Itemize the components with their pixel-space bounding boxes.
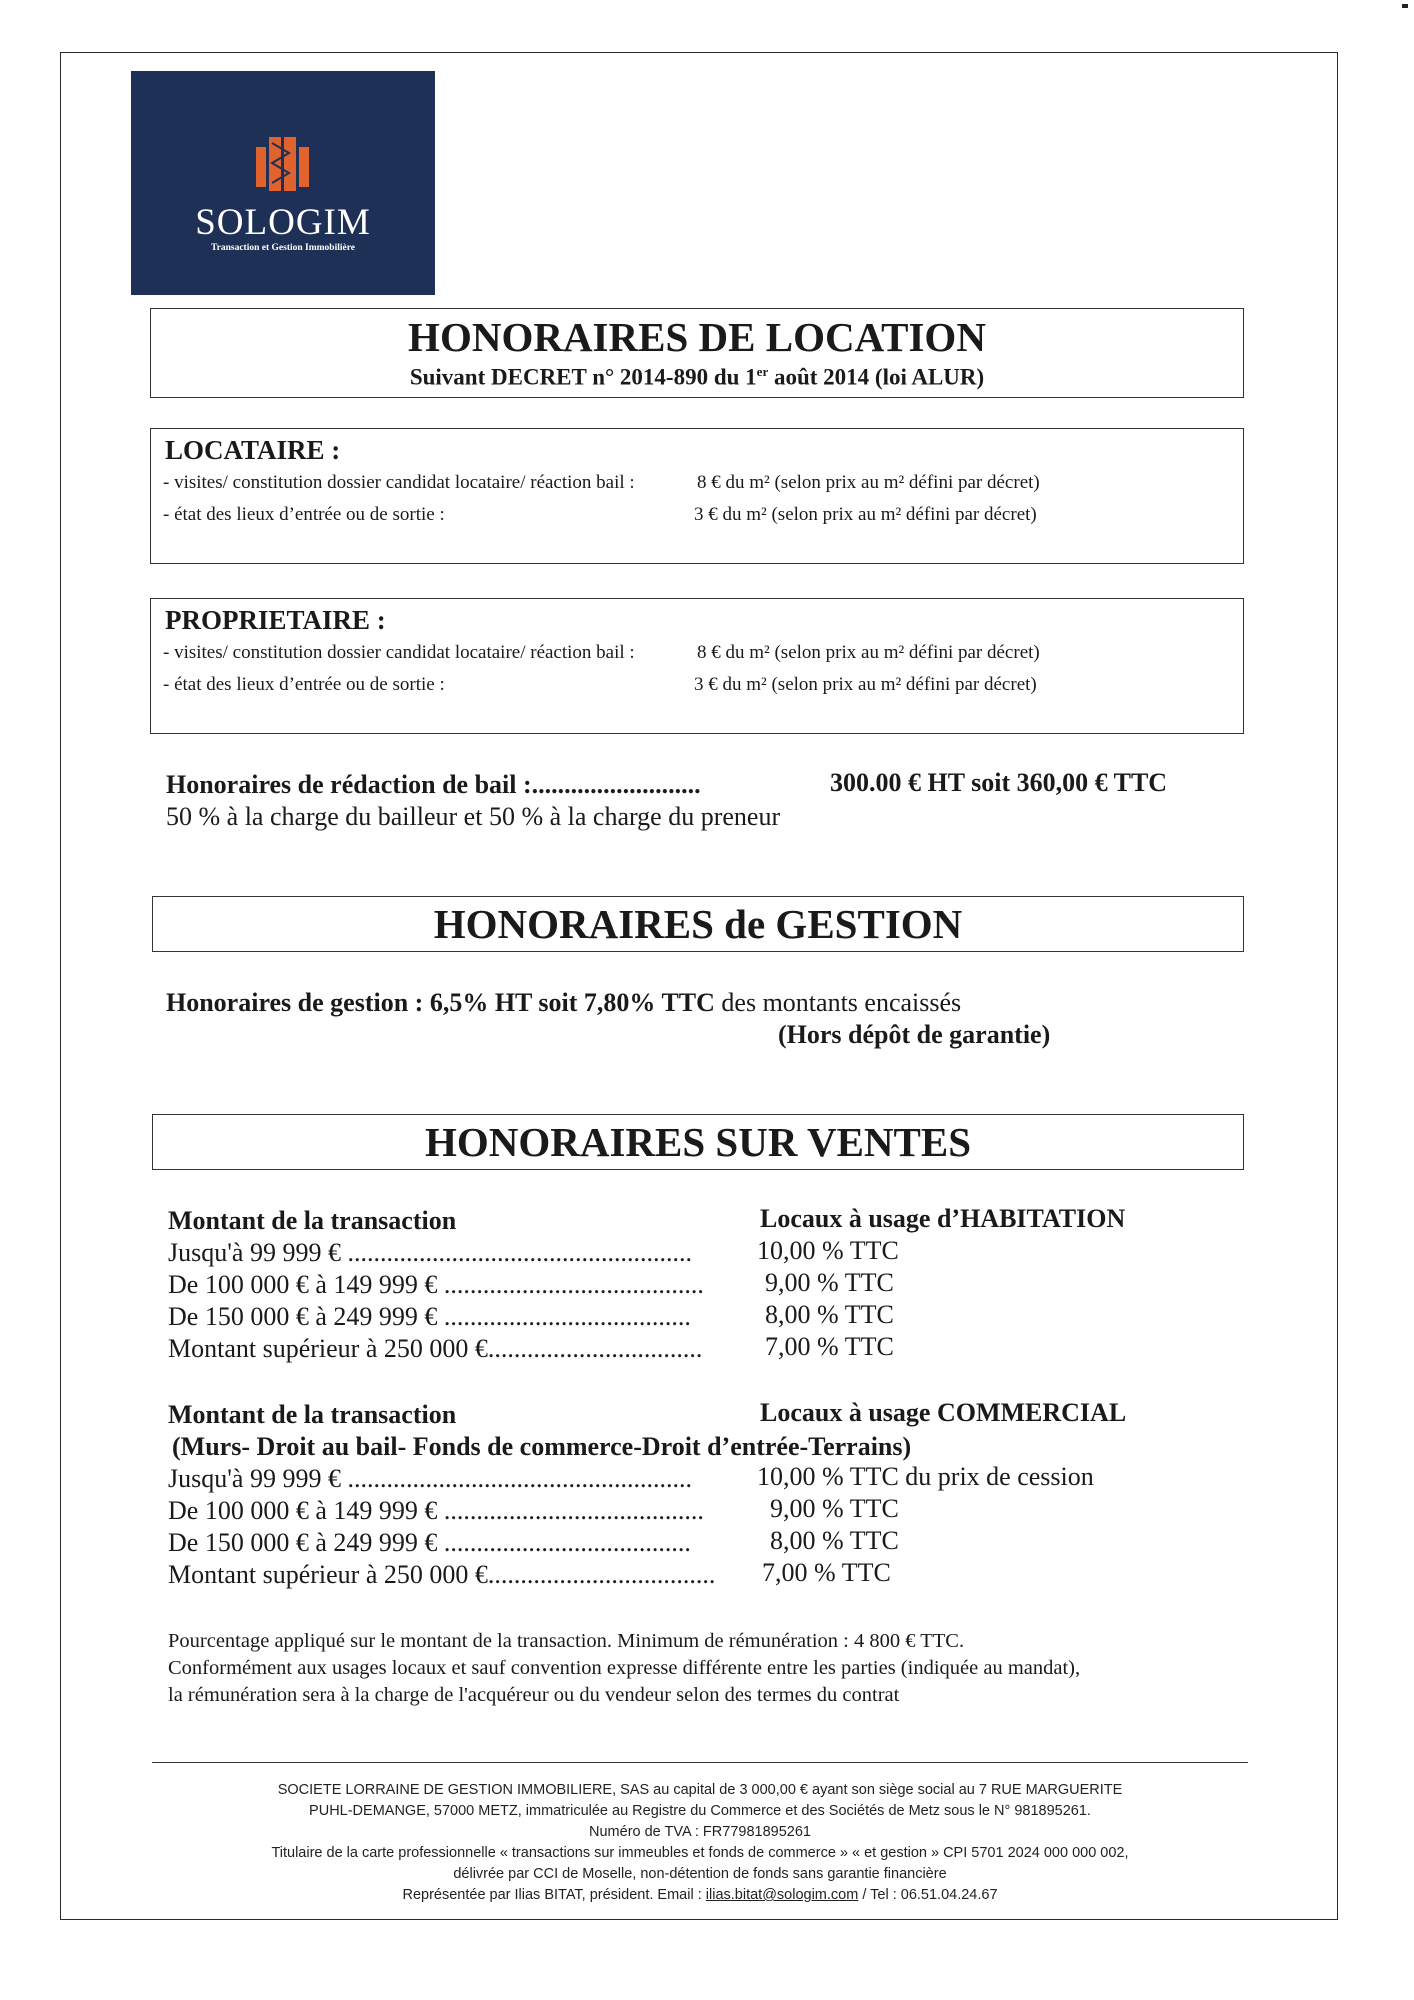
- footer-line2: PUHL-DEMANGE, 57000 METZ, immatriculée au Registre du Commerce et des Sociétés de Metz sous le N° 981895261.: [309, 1803, 1091, 1819]
- locataire-heading: LOCATAIRE :: [165, 435, 341, 465]
- commercial-row-2-rate: 9,00 % TTC: [770, 1494, 899, 1523]
- habitation-row-1-label: Jusqu'à 99 999 € .....................................................: [168, 1238, 692, 1267]
- habitation-col1-header: Montant de la transaction: [168, 1206, 457, 1235]
- logo-brand: SOLOGIM: [195, 202, 371, 243]
- proprietaire-heading: PROPRIETAIRE :: [165, 605, 386, 635]
- location-subtitle: Suivant DECRET n° 2014-890 du 1er août 2014 (loi ALUR): [409, 364, 985, 390]
- locataire-line2-label: - état des lieux d’entrée ou de sortie :: [163, 504, 445, 525]
- commercial-row-3-rate: 8,00 % TTC: [770, 1526, 899, 1555]
- habitation-row-4-rate: 7,00 % TTC: [765, 1332, 894, 1361]
- proprietaire-box: [150, 598, 1244, 734]
- commercial-col2-header: Locaux à usage COMMERCIAL: [760, 1398, 1127, 1427]
- location-title-box: [150, 308, 1244, 398]
- bail-value: 300.00 € HT soit 360,00 € TTC: [830, 768, 1168, 797]
- commercial-row-4-rate: 7,00 % TTC: [762, 1558, 891, 1587]
- notes-line3: la rémunération sera à la charge de l'acquéreur ou du vendeur selon des termes du contrat: [168, 1684, 900, 1706]
- proprietaire-line2-label: - état des lieux d’entrée ou de sortie :: [163, 674, 445, 695]
- commercial-col1-header: Montant de la transaction: [168, 1400, 457, 1429]
- location-title: HONORAIRES DE LOCATION: [408, 314, 986, 360]
- habitation-row-3-label: De 150 000 € à 249 999 € ......................................: [168, 1302, 691, 1331]
- gestion-line-rest: des montants encaissés: [714, 988, 962, 1017]
- proprietaire-line2-value: 3 € du m² (selon prix au m² défini par décret): [694, 674, 1037, 695]
- habitation-row-4-label: Montant supérieur à 250 000 €.................................: [168, 1334, 703, 1363]
- ventes-title-box: [152, 1114, 1244, 1170]
- scan-mark: [1402, 4, 1408, 8]
- notes-line1: Pourcentage appliqué sur le montant de la transaction. Minimum de rémunération : 4 800 € TTC.: [168, 1630, 965, 1652]
- gestion-line: [166, 988, 961, 1018]
- notes-block: [168, 1628, 1308, 1709]
- gestion-title-box: [152, 896, 1244, 952]
- commercial-row-4-label: Montant supérieur à 250 000 €...................................: [168, 1560, 716, 1589]
- commercial-row-3-label: De 150 000 € à 249 999 € ......................................: [168, 1528, 691, 1557]
- building-logo-icon: [256, 133, 310, 191]
- gestion-line2: (Hors dépôt de garantie): [778, 1020, 1051, 1049]
- sologim-logo: [131, 71, 435, 295]
- commercial-row-1-rate: 10,00 % TTC du prix de cession: [757, 1462, 1094, 1491]
- footer-email-link[interactable]: ilias.bitat@sologim.com: [705, 1887, 859, 1903]
- habitation-row-1-rate: 10,00 % TTC: [757, 1236, 899, 1265]
- footer: [150, 1780, 1250, 1906]
- habitation-row-2-rate: 9,00 % TTC: [765, 1268, 894, 1297]
- footer-line4: Titulaire de la carte professionnelle « transactions sur immeubles et fonds de commerce » « et gestion » CPI 5701 2024 000 000 002,: [271, 1845, 1129, 1861]
- commercial-subhead: (Murs- Droit au bail- Fonds de commerce-Droit d’entrée-Terrains): [172, 1432, 912, 1461]
- proprietaire-line1-label: - visites/ constitution dossier candidat locataire/ réaction bail :: [163, 642, 635, 663]
- footer-phone: / Tel : 06.51.04.24.67: [858, 1887, 998, 1903]
- bail-label: Honoraires de rédaction de bail :..........................: [166, 770, 701, 799]
- footer-line6: [150, 1885, 1250, 1906]
- locataire-line1-label: - visites/ constitution dossier candidat locataire/ réaction bail :: [163, 472, 635, 493]
- habitation-row-3-rate: 8,00 % TTC: [765, 1300, 894, 1329]
- proprietaire-line1-value: 8 € du m² (selon prix au m² défini par décret): [697, 642, 1040, 663]
- footer-contact-prefix: Représentée par Ilias BITAT, président. Email :: [402, 1887, 706, 1903]
- bail-note: 50 % à la charge du bailleur et 50 % à la charge du preneur: [166, 802, 781, 831]
- gestion-title: HONORAIRES de GESTION: [433, 901, 963, 947]
- commercial-row-2-label: De 100 000 € à 149 999 € ........................................: [168, 1496, 704, 1525]
- habitation-col2-header: Locaux à usage d’HABITATION: [760, 1204, 1126, 1233]
- gestion-line-bold: Honoraires de gestion : 6,5% HT soit 7,80% TTC: [166, 988, 715, 1017]
- notes-line2: Conformément aux usages locaux et sauf convention expresse différente entre les parties (indiquée au mandat),: [168, 1657, 1081, 1679]
- logo-tagline: Transaction et Gestion Immobilière: [211, 243, 355, 253]
- locataire-line1-value: 8 € du m² (selon prix au m² défini par décret): [697, 472, 1040, 493]
- footer-line1: SOCIETE LORRAINE DE GESTION IMMOBILIERE, SAS au capital de 3 000,00 € ayant son siège social au 7 RUE MARGUERITE: [277, 1782, 1123, 1798]
- commercial-row-1-label: Jusqu'à 99 999 € .....................................................: [168, 1464, 692, 1493]
- footer-line3: Numéro de TVA : FR77981895261: [589, 1824, 811, 1840]
- locataire-line2-value: 3 € du m² (selon prix au m² défini par décret): [694, 504, 1037, 525]
- locataire-box: [150, 428, 1244, 564]
- footer-divider: [152, 1762, 1248, 1763]
- ventes-title: HONORAIRES SUR VENTES: [424, 1119, 972, 1165]
- habitation-row-2-label: De 100 000 € à 149 999 € ........................................: [168, 1270, 704, 1299]
- footer-line5: délivrée par CCI de Moselle, non-détention de fonds sans garantie financière: [453, 1866, 947, 1882]
